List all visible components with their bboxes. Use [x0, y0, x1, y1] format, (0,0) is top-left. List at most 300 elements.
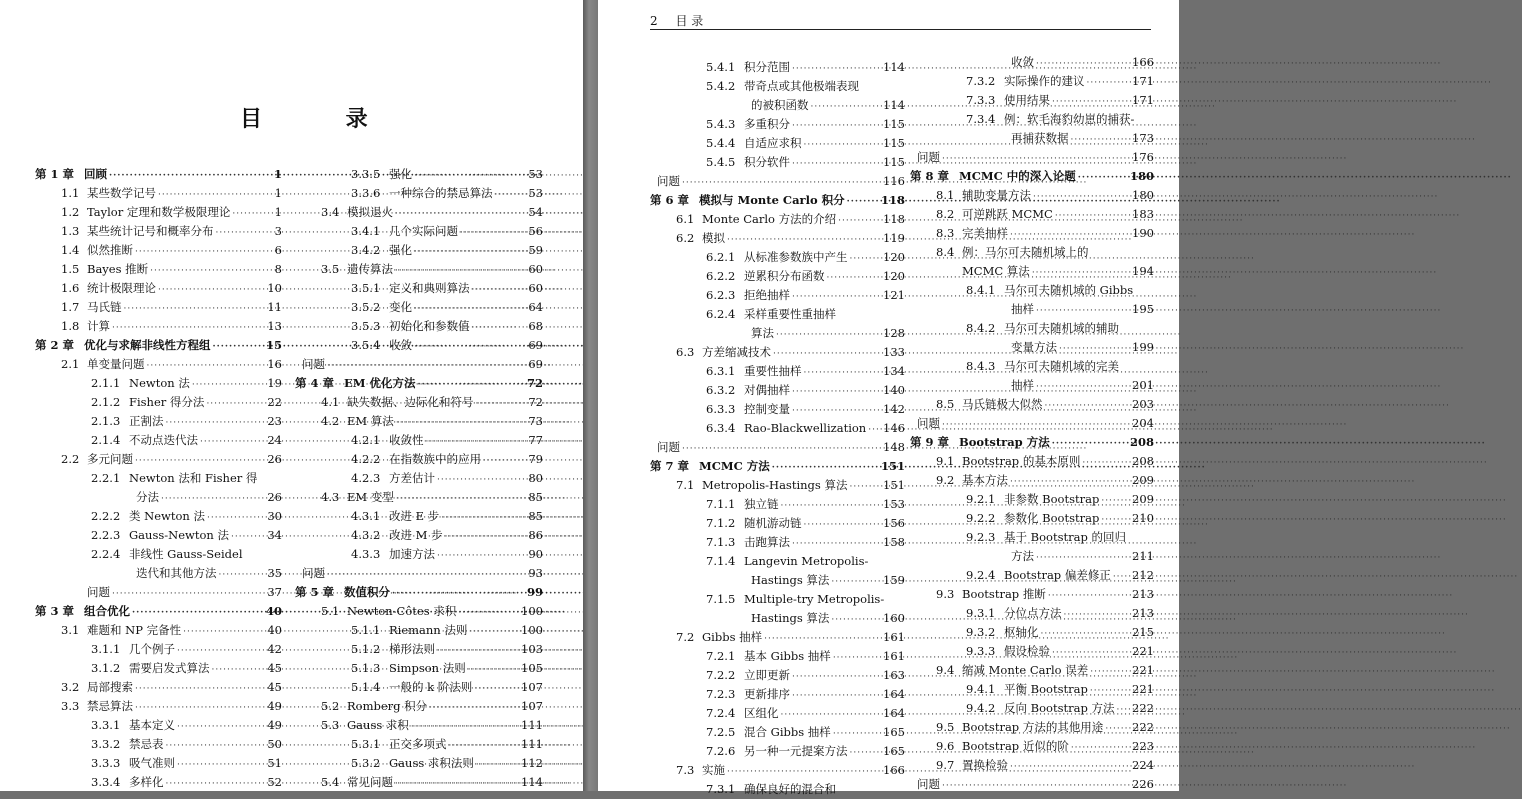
- toc-entry-title: Newton 法: [129, 376, 190, 390]
- toc-entry-page: 222: [1132, 701, 1154, 715]
- toc-entry: [650, 495, 905, 514]
- toc-entry-number: 5.4.4: [706, 136, 736, 150]
- toc-entry-title: 方法: [1011, 549, 1034, 563]
- toc-entry-title: 定义和典则算法: [389, 281, 470, 295]
- toc-entry-title: 随机游动链: [744, 516, 802, 530]
- toc-entry-page: 53: [528, 167, 543, 181]
- toc-entry-title: 例：马尔可夫随机域上的: [962, 245, 1089, 259]
- dot-leader: [212, 661, 266, 680]
- toc-entry: [650, 343, 905, 362]
- toc-entry-title: 优化与求解非线性方程组: [84, 338, 211, 352]
- dot-leader: [232, 205, 272, 224]
- dot-leader: [804, 516, 882, 535]
- toc-entry-number: 7.1.4: [706, 554, 736, 568]
- toc-entry-page: 161: [883, 630, 905, 644]
- toc-entry-page: 6: [274, 243, 282, 257]
- toc-entry-number: 8.4.3: [966, 359, 996, 373]
- toc-entry: [295, 640, 543, 659]
- dot-leader: [868, 421, 881, 440]
- toc-entry-title: 正割法: [129, 414, 164, 428]
- toc-entry-title: 模拟退火: [347, 205, 393, 219]
- toc-entry: [650, 58, 905, 77]
- toc-entry-page: 19: [267, 376, 282, 390]
- toc-entry-title: 完美抽样: [962, 226, 1008, 240]
- toc-entry-number: 1.6: [61, 281, 80, 295]
- toc-entry-title: 强化: [389, 243, 412, 257]
- toc-entry: [35, 393, 282, 412]
- toc-entry: [295, 184, 543, 203]
- toc-entry-title: 实施: [702, 763, 725, 777]
- toc-entry-title: 多样化: [129, 775, 164, 789]
- toc-entry: [295, 564, 543, 583]
- toc-entry: [910, 376, 1154, 395]
- toc-entry-title: 收敛: [1011, 55, 1034, 69]
- toc-entry: [295, 469, 543, 488]
- toc-entry-title: 在指数族中的应用: [389, 452, 481, 466]
- toc-entry: [295, 754, 543, 773]
- toc-entry: [650, 115, 905, 134]
- toc-entry-title: 常见问题: [347, 775, 393, 789]
- dot-leader: [437, 471, 526, 490]
- toc-entry-title: 似然推断: [87, 243, 133, 257]
- toc-entry-page: 211: [1132, 549, 1154, 563]
- toc-entry-title: 数值积分: [344, 585, 391, 599]
- toc-entry-number: 1.1: [61, 186, 80, 200]
- toc-entry-title: 难题和 NP 完备性: [87, 623, 182, 637]
- dot-leader: [177, 756, 265, 775]
- toc-entry-title: 平衡 Bootstrap: [1004, 682, 1088, 696]
- toc-entry-number: 4.3.1: [351, 509, 381, 523]
- toc-entry-page: 115: [883, 136, 905, 150]
- toc-entry: [910, 680, 1154, 699]
- toc-entry-number: 3.1.2: [91, 661, 121, 675]
- toc-entry-number: 5.1.2: [351, 642, 381, 656]
- toc-entry-page: 221: [1132, 663, 1154, 677]
- toc-entry-title: 吸气准则: [129, 756, 175, 770]
- toc-entry: [35, 640, 282, 659]
- toc-entry: [295, 545, 543, 564]
- toc-entry-number: 6.3.3: [706, 402, 736, 416]
- toc-entry: [910, 585, 1154, 604]
- dot-leader: [166, 775, 266, 794]
- toc-entry-title: EM 变型: [347, 490, 394, 504]
- toc-entry: [910, 91, 1154, 110]
- dot-leader: [792, 155, 881, 174]
- toc-entry-number: 8.5: [936, 397, 955, 411]
- toc-entry-number: 4.2: [321, 414, 340, 428]
- toc-entry-title: 方差估计: [389, 471, 435, 485]
- toc-entry-page: 128: [883, 326, 905, 340]
- toc-entry-number: 9.2.3: [966, 530, 996, 544]
- toc-entry-title: 改进 M 步: [389, 528, 443, 542]
- toc-entry-page: 107: [521, 680, 543, 694]
- toc-entry-title: 抽样: [1011, 378, 1034, 392]
- toc-entry-title: 基本 Gibbs 抽样: [744, 649, 831, 663]
- toc-entry: [650, 666, 905, 685]
- toc-entry-title: 问题: [657, 174, 680, 188]
- toc-entry-page: 30: [267, 509, 282, 523]
- toc-entry-title: 可逆跳跃 MCMC: [962, 207, 1053, 221]
- toc-entry-title: 加速方法: [389, 547, 435, 561]
- toc-entry-page: 8: [274, 262, 282, 276]
- toc-entry-page: 221: [1132, 644, 1154, 658]
- toc-entry: [35, 488, 282, 507]
- toc-entry-title: 枢轴化: [1004, 625, 1039, 639]
- toc-entry-page: 35: [267, 566, 282, 580]
- dot-leader: [458, 604, 519, 623]
- toc-entry-page: 80: [528, 471, 543, 485]
- toc-entry: [910, 452, 1154, 471]
- toc-entry-title: Hastings 算法: [751, 573, 830, 587]
- toc-entry-title: 变量方法: [1011, 340, 1057, 354]
- toc-entry-page: 201: [1132, 378, 1154, 392]
- running-head: [650, 12, 1151, 30]
- toc-entry-page: 224: [1132, 758, 1154, 772]
- toc-entry-number: 3.3.2: [91, 737, 121, 751]
- toc-entry-number: 8.4.2: [966, 321, 996, 335]
- toc-entry-number: 第 8 章: [910, 169, 950, 183]
- toc-entry-number: 9.2: [936, 473, 955, 487]
- toc-entry-page: 221: [1132, 682, 1154, 696]
- toc-entry-title: 更新排序: [744, 687, 790, 701]
- toc-entry-page: 77: [528, 433, 543, 447]
- toc-entry-number: 7.2.2: [706, 668, 736, 682]
- toc-entry-number: 1.7: [61, 300, 80, 314]
- toc-entry: [910, 395, 1154, 414]
- toc-entry-number: 4.2.2: [351, 452, 381, 466]
- dot-leader: [792, 383, 881, 402]
- page-gutter: [583, 0, 598, 791]
- toc-entry-number: 5.4.3: [706, 117, 736, 131]
- toc-entry-page: 159: [883, 573, 905, 587]
- toc-entry-title: 马氏链: [87, 300, 122, 314]
- toc-entry-number: 6.2: [676, 231, 695, 245]
- toc-entry: [650, 419, 905, 438]
- toc-entry: [910, 243, 1154, 262]
- toc-entry-title: 不动点迭代法: [129, 433, 198, 447]
- toc-entry: [910, 72, 1154, 91]
- dot-leader: [1045, 397, 1131, 416]
- toc-entry-page: 52: [267, 775, 282, 789]
- toc-entry-title: 收敛: [389, 338, 412, 352]
- toc-entry-page: 99: [526, 585, 543, 599]
- toc-column-right-1: [650, 58, 905, 799]
- toc-entry-page: 166: [1132, 55, 1154, 69]
- toc-entry: [910, 490, 1154, 509]
- toc-entry: [650, 628, 905, 647]
- toc-entry: [295, 621, 543, 640]
- toc-entry: [35, 678, 282, 697]
- toc-entry-page: 180: [1129, 169, 1154, 183]
- dot-leader: [177, 718, 265, 737]
- toc-entry-page: 3: [274, 224, 282, 238]
- toc-entry-title: 组合优化: [84, 604, 131, 618]
- toc-entry: [910, 414, 1154, 433]
- toc-entry: [295, 412, 543, 431]
- toc-entry-title: MCMC 算法: [962, 264, 1030, 278]
- toc-entry: [910, 566, 1154, 585]
- toc-entry-number: 9.2.4: [966, 568, 996, 582]
- dot-leader: [200, 433, 265, 452]
- toc-entry-number: 7.2.6: [706, 744, 736, 758]
- toc-entry: [35, 735, 282, 754]
- toc-column-left-2: [295, 165, 543, 792]
- toc-entry-number: 5.2: [321, 699, 340, 713]
- toc-entry-title: Bootstrap 方法的其他用途: [962, 720, 1104, 734]
- toc-entry-number: 9.1: [936, 454, 955, 468]
- dot-leader: [472, 281, 527, 300]
- toc-entry: [295, 241, 543, 260]
- toc-entry-number: 3.5.4: [351, 338, 381, 352]
- toc-entry-number: 2.2.2: [91, 509, 121, 523]
- toc-entry-number: 9.3.3: [966, 644, 996, 658]
- toc-entry-number: 2.1.2: [91, 395, 121, 409]
- toc-entry-page: 199: [1132, 340, 1154, 354]
- toc-entry-number: 第 5 章: [295, 585, 335, 599]
- toc-entry: [35, 222, 282, 241]
- toc-column-left-1: [35, 165, 282, 792]
- dot-leader: [474, 680, 519, 699]
- toc-entry-number: 7.1.3: [706, 535, 736, 549]
- toc-entry-page: 209: [1132, 492, 1154, 506]
- toc-entry-page: 171: [1132, 93, 1154, 107]
- toc-entry-title: Langevin Metropolis-: [744, 554, 869, 568]
- toc-entry-page: 208: [1132, 454, 1154, 468]
- toc-entry-title: Gauss 求积: [347, 718, 409, 732]
- toc-entry-title: 变化: [389, 300, 412, 314]
- toc-entry-page: 1: [273, 167, 282, 181]
- toc-entry-page: 107: [521, 699, 543, 713]
- toc-entry-title: Hastings 算法: [751, 611, 830, 625]
- toc-entry-title: Taylor 定理和数学极限理论: [87, 205, 231, 219]
- toc-entry-page: 49: [267, 699, 282, 713]
- toc-entry-title: 独立链: [744, 497, 779, 511]
- toc-entry: [910, 661, 1154, 680]
- left-page: [0, 0, 583, 791]
- toc-entry: [35, 621, 282, 640]
- toc-entry-number: 7.1.2: [706, 516, 736, 530]
- toc-entry: [910, 167, 1154, 186]
- toc-entry-title: 积分软件: [744, 155, 790, 169]
- toc-entry-title: 采样重要性重抽样: [744, 307, 836, 321]
- toc-entry-number: 2.1.3: [91, 414, 121, 428]
- toc-entry: [295, 298, 543, 317]
- toc-entry: [295, 659, 543, 678]
- toc-entry-title: 的被积函数: [751, 98, 809, 112]
- toc-entry-title: 缩减 Monte Carlo 误差: [962, 663, 1089, 677]
- toc-entry-title: 实际操作的建议: [1004, 74, 1085, 88]
- dot-leader: [850, 250, 882, 269]
- toc-entry-title: 反向 Bootstrap 方法: [1004, 701, 1115, 715]
- toc-entry-page: 42: [267, 642, 282, 656]
- toc-entry: [35, 336, 282, 355]
- toc-entry-page: 85: [528, 490, 543, 504]
- toc-entry: [650, 647, 905, 666]
- running-head-page-number: 2: [650, 14, 658, 28]
- toc-entry: [295, 355, 543, 374]
- toc-entry-title: Monte Carlo 方法的介绍: [702, 212, 837, 226]
- toc-entry-number: 7.2.5: [706, 725, 736, 739]
- toc-entry-number: 3.4: [321, 205, 340, 219]
- toc-entry-page: 72: [526, 376, 543, 390]
- toc-entry-title: Romberg 积分: [347, 699, 428, 713]
- toc-entry: [910, 338, 1154, 357]
- toc-entry-number: 6.1: [676, 212, 695, 226]
- toc-entry: [910, 509, 1154, 528]
- dot-leader: [1087, 74, 1131, 93]
- dot-leader: [216, 224, 273, 243]
- toc-entry: [910, 148, 1154, 167]
- toc-entry-title: 积分范围: [744, 60, 790, 74]
- dot-leader: [1010, 758, 1130, 777]
- toc-entry-number: 7.2.4: [706, 706, 736, 720]
- toc-entry-title: 马尔可夫随机域的辅助: [1004, 321, 1119, 335]
- toc-entry: [650, 761, 905, 780]
- right-page: [598, 0, 1179, 796]
- toc-entry-title: 某些数学记号: [87, 186, 156, 200]
- running-head-title: 目 录: [675, 14, 704, 28]
- toc-entry-page: 49: [267, 718, 282, 732]
- toc-entry-page: 118: [880, 193, 905, 207]
- toc-entry-page: 146: [883, 421, 905, 435]
- dot-leader: [833, 649, 881, 668]
- dot-leader: [135, 243, 273, 262]
- toc-entry: [650, 723, 905, 742]
- toc-entry-title: 问题: [917, 416, 940, 430]
- toc-entry-title: 问题: [302, 357, 325, 371]
- toc-entry-page: 23: [267, 414, 282, 428]
- toc-entry-page: 223: [1132, 739, 1154, 753]
- toc-entry-title: 问题: [87, 585, 110, 599]
- toc-entry-page: 165: [883, 725, 905, 739]
- toc-entry-page: 176: [1132, 150, 1154, 164]
- toc-entry-number: 8.3: [936, 226, 955, 240]
- toc-entry-title: EM 优化方法: [344, 376, 416, 390]
- toc-entry-title: 混合 Gibbs 抽样: [744, 725, 831, 739]
- toc-entry-page: 22: [267, 395, 282, 409]
- dot-leader: [1105, 720, 1130, 739]
- toc-entry: [295, 431, 543, 450]
- toc-entry-page: 111: [521, 718, 543, 732]
- dot-leader: [476, 756, 519, 775]
- toc-entry-number: 9.3.1: [966, 606, 996, 620]
- toc-entry-title: 遗传算法: [347, 262, 393, 276]
- toc-entry-number: 5.4: [321, 775, 340, 789]
- toc-entry: [910, 53, 1154, 72]
- toc-entry-title: 基本方法: [962, 473, 1008, 487]
- toc-entry-title: 分法: [136, 490, 159, 504]
- toc-entry-number: 7.3: [676, 763, 695, 777]
- dot-leader: [158, 281, 265, 300]
- toc-entry-page: 15: [265, 338, 282, 352]
- toc-entry: [910, 186, 1154, 205]
- toc-entry: [35, 602, 282, 621]
- dot-leader: [1101, 492, 1130, 511]
- toc-entry-number: 6.2.3: [706, 288, 736, 302]
- toc-entry: [35, 165, 282, 184]
- dot-leader: [468, 661, 519, 680]
- toc-entry-title: 辅助变量方法: [962, 188, 1031, 202]
- toc-entry-number: 1.4: [61, 243, 80, 257]
- toc-entry-title: EM 算法: [347, 414, 394, 428]
- toc-entry: [295, 488, 543, 507]
- toc-entry-number: 3.2: [61, 680, 80, 694]
- toc-entry: [650, 476, 905, 495]
- toc-entry: [35, 279, 282, 298]
- toc-entry-title: 改进 E 步: [389, 509, 440, 523]
- toc-entry: [910, 205, 1154, 224]
- toc-entry-title: MCMC 方法: [699, 459, 770, 473]
- toc-entry: [650, 96, 905, 115]
- toc-entry-title: 多重积分: [744, 117, 790, 131]
- toc-entry-title: 对偶抽样: [744, 383, 790, 397]
- dot-leader: [827, 269, 882, 288]
- toc-entry-number: 2.1: [61, 357, 80, 371]
- toc-entry-title: 回顾: [84, 167, 108, 181]
- toc-entry-page: 153: [883, 497, 905, 511]
- toc-entry-title: 自适应求积: [744, 136, 802, 150]
- toc-entry-number: 第 7 章: [650, 459, 690, 473]
- toc-entry-number: 3.5.1: [351, 281, 381, 295]
- toc-entry-title: Fisher 得分法: [129, 395, 205, 409]
- toc-entry-number: 5.1.1: [351, 623, 381, 637]
- dot-leader: [1071, 131, 1131, 150]
- toc-entry: [910, 737, 1154, 756]
- toc-entry: [650, 324, 905, 343]
- toc-entry-page: 10: [267, 281, 282, 295]
- toc-entry-page: 13: [267, 319, 282, 333]
- toc-entry-page: 1: [274, 186, 282, 200]
- toc-entry: [650, 552, 905, 571]
- toc-entry-page: 111: [521, 737, 543, 751]
- toc-entry-page: 50: [267, 737, 282, 751]
- dot-leader: [414, 338, 526, 357]
- dot-leader: [847, 193, 879, 212]
- dot-leader: [1041, 625, 1131, 644]
- toc-entry: [910, 699, 1154, 718]
- toc-entry-title: 多元问题: [87, 452, 133, 466]
- toc-entry-number: 4.3.3: [351, 547, 381, 561]
- toc-entry-number: 5.4.1: [706, 60, 736, 74]
- toc-entry: [35, 317, 282, 336]
- toc-entry-page: 208: [1129, 435, 1154, 449]
- toc-entry-page: 79: [528, 452, 543, 466]
- toc-entry: [295, 203, 543, 222]
- dot-leader: [472, 319, 527, 338]
- toc-entry: [650, 685, 905, 704]
- toc-entry: [35, 450, 282, 469]
- toc-entry-title: 收敛性: [389, 433, 424, 447]
- toc-entry: [650, 438, 905, 457]
- toc-entry-page: 121: [883, 288, 905, 302]
- toc-entry-number: 9.3.2: [966, 625, 996, 639]
- toc-entry-page: 1: [274, 205, 282, 219]
- toc-entry-title: 问题: [917, 150, 940, 164]
- toc-entry-title: Metropolis-Hastings 算法: [702, 478, 848, 492]
- toc-entry-page: 215: [1132, 625, 1154, 639]
- toc-entry-title: 正交多项式: [389, 737, 447, 751]
- dot-leader: [1116, 701, 1130, 720]
- dot-leader: [135, 680, 265, 699]
- toc-entry-number: 5.4.2: [706, 79, 736, 93]
- dot-leader: [414, 243, 526, 262]
- toc-entry-title: 使用结果: [1004, 93, 1050, 107]
- toc-entry-page: 222: [1132, 720, 1154, 734]
- toc-entry-number: 3.5.2: [351, 300, 381, 314]
- toc-entry-title: Gauss 求积法则: [389, 756, 474, 770]
- dot-leader: [206, 395, 265, 414]
- toc-entry-number: 5.4.5: [706, 155, 736, 169]
